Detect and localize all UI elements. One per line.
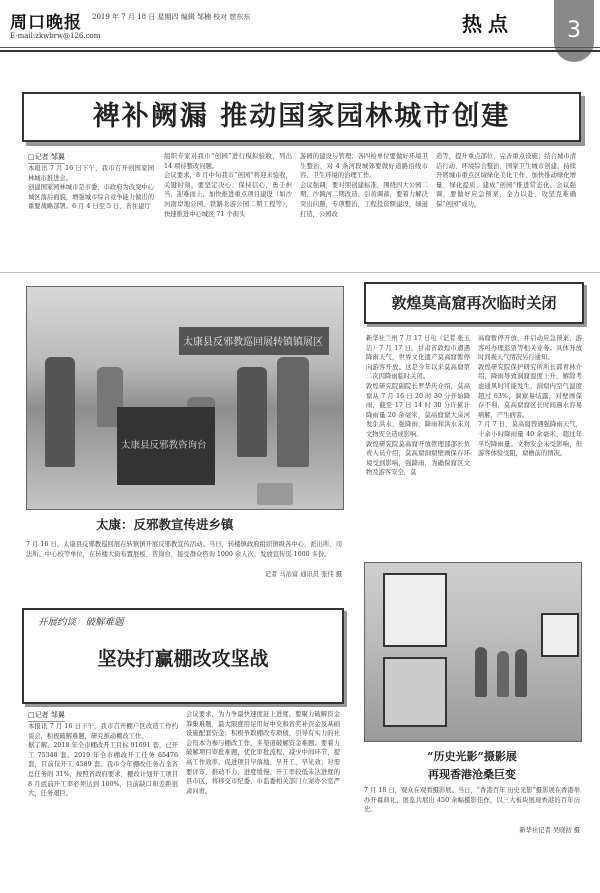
- photo-person: [45, 357, 75, 467]
- article1-byline: □记者 邹翼: [28, 152, 65, 164]
- contact-email: E-mail:zkwbrw@126.com: [10, 32, 101, 40]
- taikang-photo: [26, 286, 344, 510]
- photo-frame: [383, 657, 447, 727]
- dunhuang-headline: 敦煌莫高窟再次临时关闭: [391, 294, 557, 312]
- exhibition-caption-line-2: 再现香港沧桑巨变: [428, 768, 516, 781]
- article2-column-1: 新华社兰州 7 月 17 日电（记者 张玉洁）7 月 17 日，甘肃省敦煌市遭遇降雨天气，世界文化遗产莫高窟暂停向游客开放。这是今年以来莫高窟第二次因降雨临时关闭。 敦煌研究院副院长罗华庆介绍，莫高窟从 7 月 16 日 20 时 30 分开始降雨，截至 17 日 14 时 30 分许累计降雨量 20 余毫米，莫高窟窟大泉河发生洪水，强降雨、降雨和洪水未对文物安全造成影响。 敦煌研究院莫高窟开放管理部部长负责人员介绍，莫高窟洞窟壁画保存环境受到影响，强降雨，为确保窟区文物及游客安全，莫: [366, 335, 470, 477]
- photo-frame: [383, 573, 447, 647]
- page-number: 3: [567, 18, 581, 43]
- issue-date-line: 2019 年 7 月 18 日 星期四 编辑 邹楠 校对 慈东东: [92, 13, 251, 21]
- article1-column-3: 游园的建设与管理；各四检单位要做好环境卫生整治，对 4 条河段城郊要做好道路沿线市容、卫生环境的治理工作。 会议强调，要对照创建标准，围绕四大公园二期、沙颍河二期改造、引黄调蓄，要着力解决突出问题，专项整治，工程投资额建设，绿道打造，公园改: [300, 153, 428, 218]
- photo-sign-text: 太康县反邪教巡回展转镇镇展区: [183, 337, 323, 348]
- shantytown-headline: 坚决打赢棚改攻坚战: [97, 648, 269, 670]
- masthead-rule: [0, 47, 600, 48]
- lead-headline: 裨补阙漏 推动国家园林城市创建: [92, 101, 511, 132]
- exhibition-caption-line-1: “历史光影”摄影展: [427, 750, 517, 763]
- photo-person: [277, 357, 309, 467]
- article1-column-1: 本报讯 7 月 16 日下午，我市召开创国家园林城市推进会。 创建国家园林城市是市委、市政府为改变中心城区落后面貌，增强城市综合竞争能力做出的重要战略部署。6 月 4 日至 5 日，省住建厅: [28, 165, 154, 211]
- shantytown-kicker: 开展约谈 破解难题: [38, 617, 124, 628]
- article2-column-2: 高窟暂停开放，并启动应急预案，游客可办理退票等相关业务。具体开放时间视天气情况另行通知。 敦煌研究院保护研究所所长郭青林介绍，降雨导致洞窟湿度上升，解除考虑通风时可能发生，洞窟内空气湿度超过 63%，洞窟易结露，对壁画保存不利，莫高窟窟区长时间遇水容易病解，产生病害。 7 月 7 日，莫高窟曾遇强降雨天气，十余小时降雨量 40 余毫米，超过年平均降雨量。文物安全未受影响，但游客体验受阻，窟檐前的情况。: [478, 335, 582, 458]
- exhibition-caption-body: 7 月 18 日，观众在观看摄影展。当日，“香港百年 历史光影”摄影展在香港举办开幕典礼，展览共展出 450 余幅摄影佳作，以三大板块展现香港的百年历史。: [364, 787, 580, 814]
- photo-box: [257, 483, 293, 505]
- photo-person: [237, 367, 267, 457]
- taikang-credit: 记者 马治富 通讯员 张伟 摄: [264, 571, 342, 578]
- taikang-caption-body: 7 月 16 日，太康县反邪教巡回展在转镇镇开展反邪教宣传活动。当日，转楼镇政府组织镇级各中心、派出所、司法所、中心校等单位，在转楼大街布置展板、咨询台，接受群众咨询 1000 余人次，发放宣传页 1000 多份。: [26, 541, 342, 558]
- photo-frame: [541, 613, 579, 657]
- dunhuang-headline-box: [364, 282, 584, 324]
- photo-visitor: [475, 647, 487, 697]
- photo-banner-text: 太康县反邪教咨询台: [121, 440, 207, 451]
- article4-column-2: 会议要求，为力争最快速度赶上进度，要聚力破解资金筹集难题，最大限度用足用好中央和省奖补资金及基础设施配套资金；积极争取棚改专项债，引导有实力的社会资本力参与棚改工作，多渠道破解资金难题；要着力破解项目审批难题，优化审批流程，减少中间环节，提高工作效率，促进项目早落地、早开工、早见效；对需要评审、推动不力，进度缓慢、开工率较低未达进度的县市区，将移交市纪委、市监委相关部门立案办公室严肃问责。: [186, 711, 340, 795]
- lead-headline-box: [22, 92, 581, 142]
- masthead-rule-thick: [0, 50, 600, 52]
- newspaper-logo: 周口晚报: [10, 13, 82, 33]
- article1-column-4: 造等，提升重点部位，完善重点设施；结合城市清洁行动、环境综合整治，国家卫生城市创建，持续开展城市重点区域绿化美化工作，加快推动绿化增量、绿化提质，建成“创园”推进常态化。会议强调，要做好应急预案，全力以赴、攻坚克难确保“创园”成功。: [436, 153, 576, 208]
- taikang-caption-title: 太康：反邪教宣传进乡镇: [96, 517, 234, 532]
- exhibition-credit: 新华社记者 吴晓初 摄: [519, 827, 580, 834]
- article1-column-2: 组织专家对我市“创园”进行模拟验收，列出 14 项待整改问题。 会议要求，8 月中旬我市“创园”将迎来验收，关键时刻，要坚定决心、保持信心，勇于担当、迎难而上，加快推进重点项目建设（如沙河南岸地公园、铁路北游公园二期工程等），快速推进中心城区 71 个街头: [164, 153, 292, 218]
- exhibition-photo: [364, 562, 582, 742]
- photo-visitor: [497, 651, 509, 697]
- section-label: 热点: [462, 12, 514, 36]
- photo-visitor: [515, 649, 527, 697]
- article4-column-1: 本报讯 7 月 16 日下午，我市召开棚户区改造工作约谈会，积极破解难题，研究推动棚改工作。 据了解，2018 年全市棚改开工目标 91691 套，已开工 75348 套。2019 年全市棚改开工任务 65476 套，目前仅开工 4589 套。我市今年棚改任务占全省总任务的 31%，按照省政府要求，棚改计划开工项目 8 月底前开工率必须达到 100%，目前缺口和差距很大，任务艰巨。: [28, 723, 178, 798]
- section-divider: [0, 272, 600, 273]
- article4-byline: □记者 邹翼: [28, 710, 65, 722]
